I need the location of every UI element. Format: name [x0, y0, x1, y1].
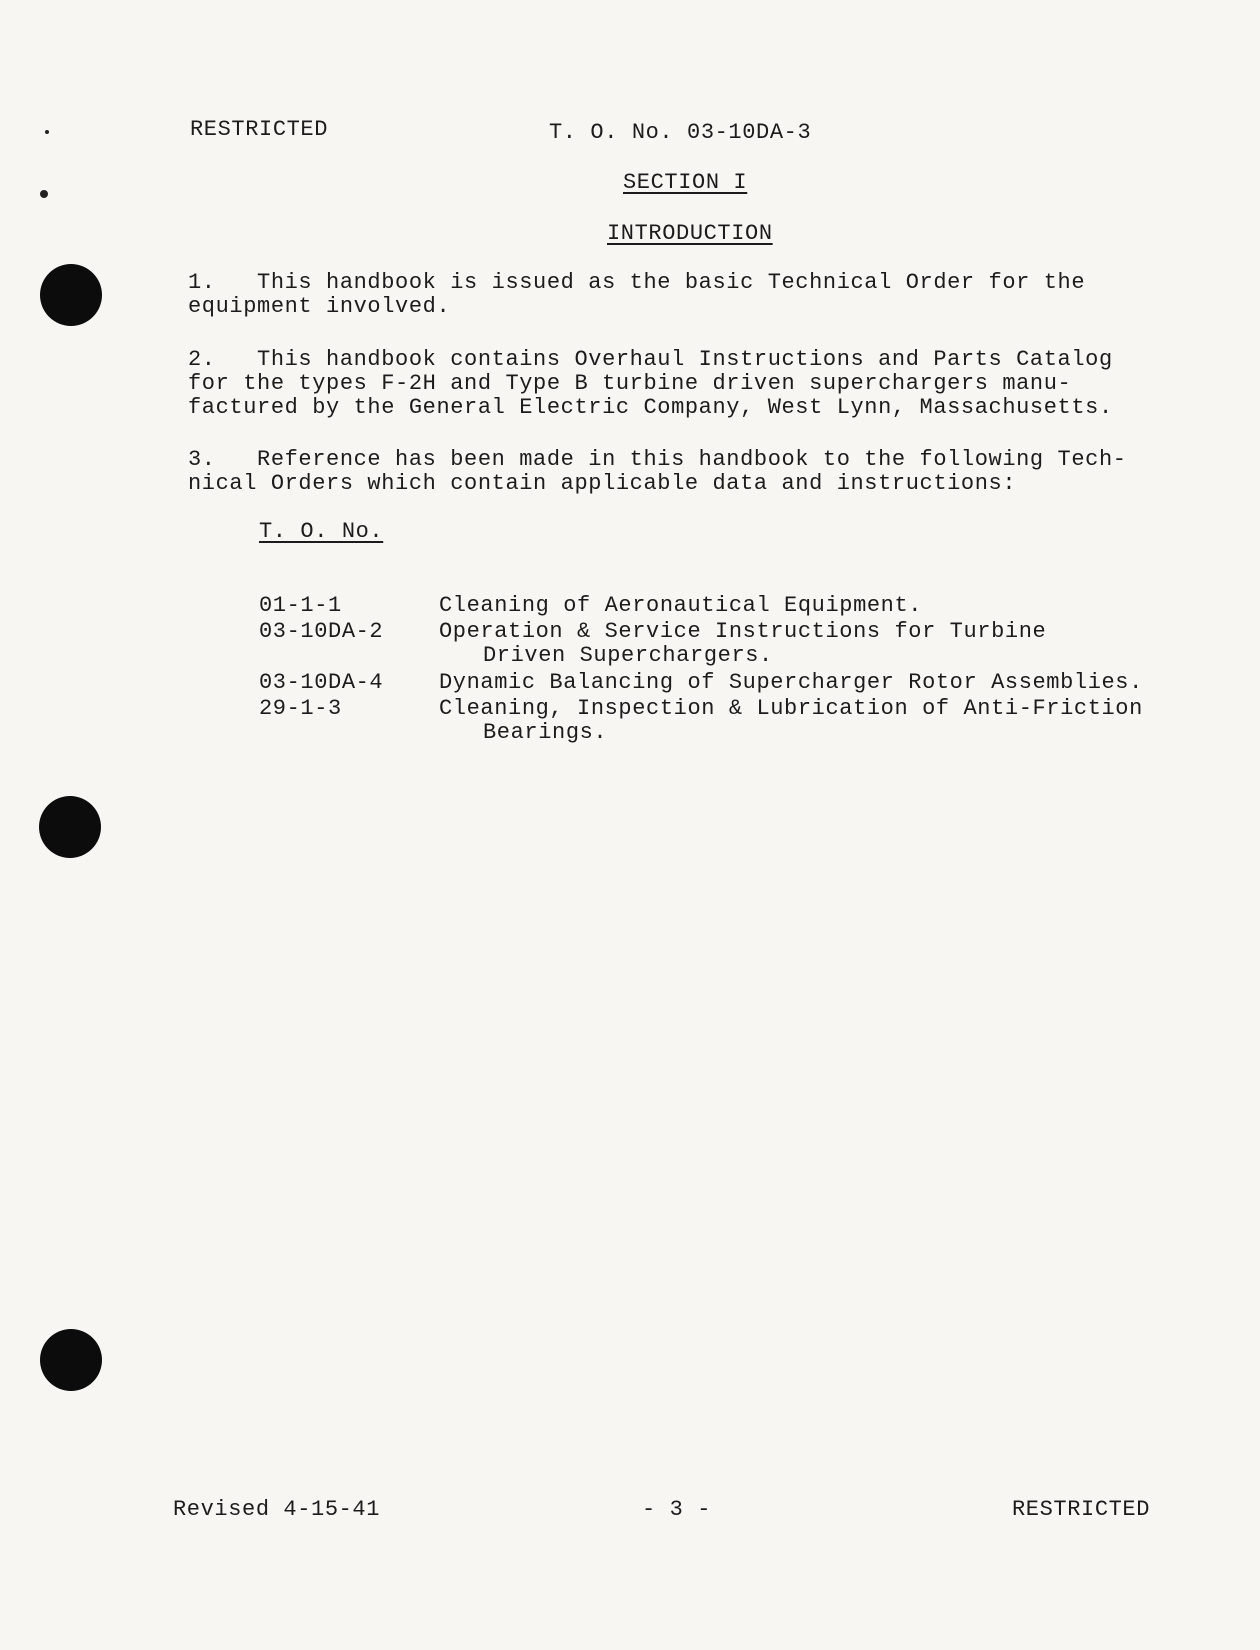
- footer-page-number: - 3 -: [642, 1497, 712, 1522]
- paper-speck: [45, 130, 49, 134]
- footer-classification: RESTRICTED: [1012, 1497, 1151, 1522]
- reference-line: Bearings.: [483, 720, 608, 745]
- reference-number: 03-10DA-4: [259, 670, 384, 695]
- reference-description: [439, 620, 1199, 668]
- reference-number: 03-10DA-2: [259, 619, 384, 644]
- header-to-number: T. O. No. 03-10DA-3: [549, 120, 812, 145]
- references-heading: T. O. No.: [259, 519, 384, 544]
- reference-line: Driven Superchargers.: [483, 643, 773, 668]
- paragraph-3: [188, 448, 1208, 496]
- paragraph-2: [188, 348, 1208, 420]
- paragraph-line: for the types F-2H and Type B turbine driven superchargers manu-: [188, 371, 1072, 396]
- reference-line: Cleaning of Aeronautical Equipment.: [439, 593, 923, 618]
- reference-description: [439, 671, 1199, 695]
- header-classification: RESTRICTED: [190, 117, 329, 142]
- paragraph-line: 1. This handbook is issued as the basic Technical Order for the: [188, 270, 1086, 295]
- paragraph-line: 2. This handbook contains Overhaul Instructions and Parts Catalog: [188, 347, 1113, 372]
- section-number: SECTION I: [623, 170, 748, 195]
- binder-hole-bottom: [40, 1329, 102, 1391]
- section-title: INTRODUCTION: [607, 221, 773, 246]
- paragraph-line: factured by the General Electric Company, West Lynn, Massachusetts.: [188, 395, 1113, 420]
- reference-number: 29-1-3: [259, 696, 342, 721]
- paragraph-line: 3. Reference has been made in this handbook to the following Tech-: [188, 447, 1127, 472]
- paragraph-line: equipment involved.: [188, 294, 451, 319]
- binder-hole-middle: [39, 796, 101, 858]
- reference-line: Cleaning, Inspection & Lubrication of Anti-Friction: [439, 696, 1143, 721]
- reference-description: [439, 594, 1199, 618]
- reference-line: Dynamic Balancing of Supercharger Rotor Assemblies.: [439, 670, 1143, 695]
- paragraph-1: [188, 271, 1208, 319]
- paper-speck: [40, 190, 48, 198]
- footer-revised: Revised 4-15-41: [173, 1497, 381, 1522]
- reference-description: [439, 697, 1199, 745]
- reference-number: 01-1-1: [259, 593, 342, 618]
- binder-hole-top: [40, 264, 102, 326]
- reference-line: Operation & Service Instructions for Turbine: [439, 619, 1047, 644]
- paragraph-line: nical Orders which contain applicable data and instructions:: [188, 471, 1017, 496]
